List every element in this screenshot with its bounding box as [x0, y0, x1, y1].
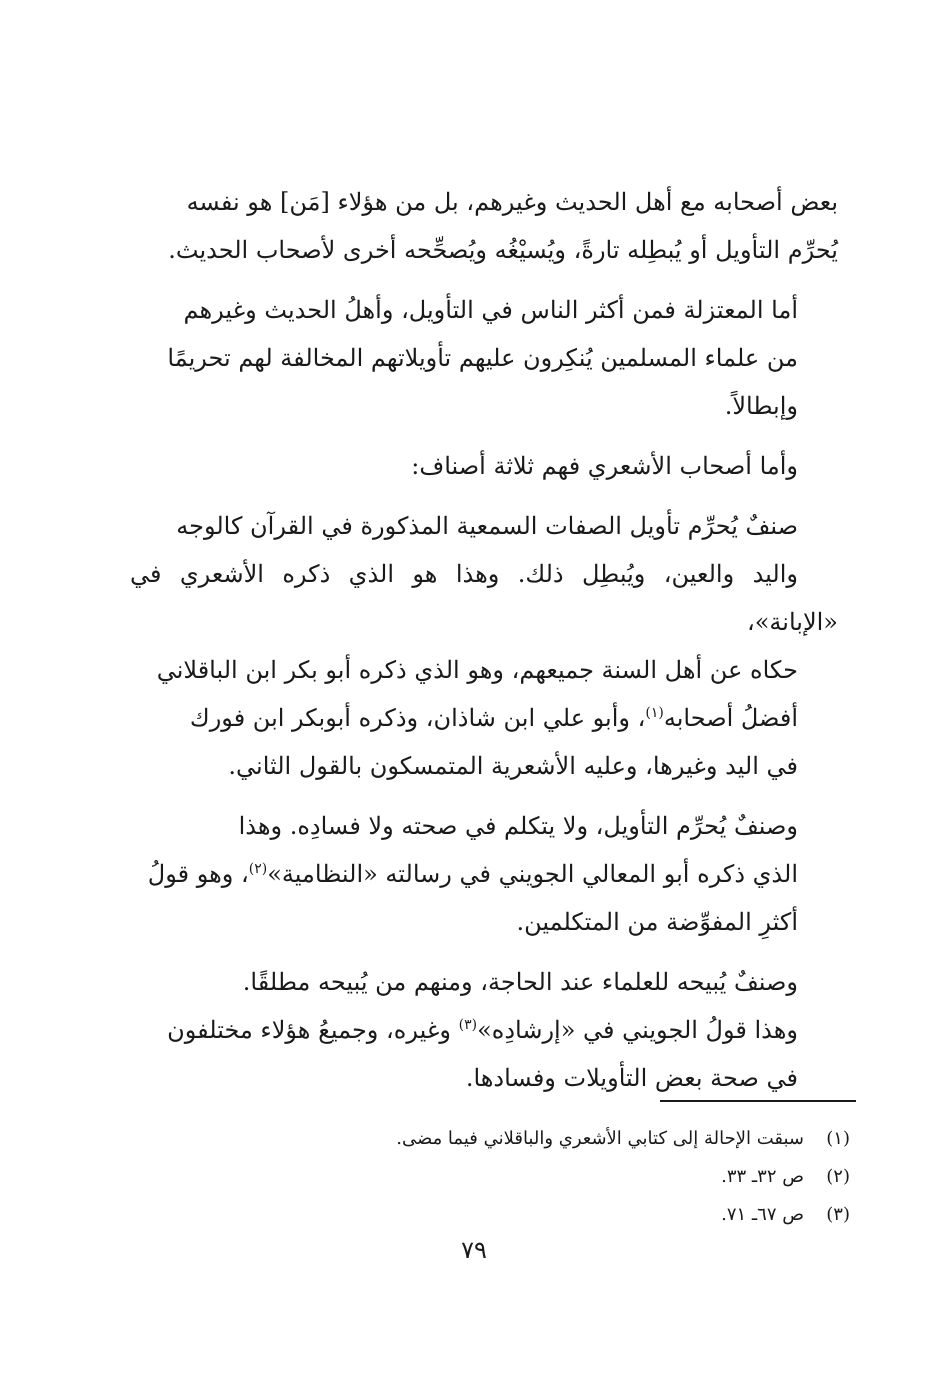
- text-line: [130, 1006, 838, 1054]
- text-line: من علماء المسلمين يُنكِرون عليهم تأويلاتهم المخالفة لهم تحريمًا: [167, 344, 798, 372]
- text-line: [130, 694, 838, 742]
- text-segment: ، وهو قولُ: [147, 860, 249, 888]
- paragraph-5: [130, 802, 838, 946]
- text-line: أكثرِ المفوِّضة من المتكلمين.: [516, 908, 798, 936]
- footnote-marker[interactable]: (٣): [458, 1017, 478, 1033]
- text-segment: أفضلُ أصحابه: [663, 704, 798, 732]
- text-line: في صحة بعض التأويلات وفسادها.: [465, 1064, 798, 1092]
- footnote-number: (٣): [826, 1204, 850, 1225]
- footnote-marker[interactable]: (٢): [248, 861, 268, 877]
- footnote-text: سبقت الإحالة إلى كتابي الأشعري والباقلاني فيما مضى.: [396, 1128, 804, 1149]
- text-line: وأما أصحاب الأشعري فهم ثلاثة أصناف:: [411, 452, 798, 480]
- text-segment: وهذا قولُ الجويني في «إرشادِه»: [477, 1016, 798, 1044]
- footnote-text: ص ٣٢ـ ٣٣.: [721, 1166, 804, 1187]
- text-line: حكاه عن أهل السنة جميعهم، وهو الذي ذكره أبو بكر ابن الباقلاني: [156, 656, 798, 684]
- footnotes: [130, 1120, 850, 1234]
- footnote-marker[interactable]: (١): [645, 705, 664, 721]
- text-line: وصنفٌ يُبيحه للعلماء عند الحاجة، ومنهم من يُبيحه مطلقًا.: [242, 968, 798, 996]
- text-segment: وغيره، وجميعُ هؤلاء مختلفون: [167, 1016, 459, 1044]
- text-line: [130, 850, 838, 898]
- text-segment: ، وأبو علي ابن شاذان، وذكره أبوبكر ابن فورك: [189, 704, 646, 732]
- footnote-text: ص ٦٧ـ ٧١.: [721, 1204, 804, 1225]
- footnote-number: (٢): [826, 1166, 850, 1187]
- text-line: يُحرِّم التأويل أو يُبطِله تارةً، ويُسيْغُه ويُصحِّحه أخرى لأصحاب الحديث.: [168, 236, 838, 264]
- footnote-item: [130, 1120, 850, 1158]
- footnote-item: [130, 1158, 850, 1196]
- page-number: ٧٩: [461, 1236, 487, 1264]
- paragraph-3: [130, 442, 838, 490]
- paragraph-4: [130, 502, 838, 790]
- text-line: صنفٌ يُحرِّم تأويل الصفات السمعية المذكورة في القرآن كالوجه: [176, 512, 798, 540]
- paragraph-6: [130, 958, 838, 1102]
- text-line: وإبطالاً.: [724, 392, 798, 420]
- text-line: أما المعتزلة فمن أكثر الناس في التأويل، وأهلُ الحديث وغيرهم: [183, 296, 798, 324]
- text-line: وصنفٌ يُحرِّم التأويل، ولا يتكلم في صحته ولا فسادِه. وهذا: [238, 812, 798, 840]
- footnote-separator: [660, 1100, 856, 1102]
- text-segment: الذي ذكره أبو المعالي الجويني في رسالته «النظامية»: [267, 860, 798, 888]
- footnote-item: [130, 1196, 850, 1234]
- text-line: بعض أصحابه مع أهل الحديث وغيرهم، بل من هؤلاء [مَن] هو نفسه: [186, 188, 838, 216]
- footnote-number: (١): [826, 1128, 850, 1149]
- paragraph-2: [130, 286, 838, 430]
- text-line: في اليد وغيرها، وعليه الأشعرية المتمسكون بالقول الثاني.: [228, 752, 798, 780]
- paragraph-1: [130, 178, 838, 274]
- main-text: [130, 178, 838, 1114]
- text-line: واليد والعين، ويُبطِل ذلك. وهذا هو الذي ذكره الأشعري في «الإبانة»،: [130, 560, 838, 636]
